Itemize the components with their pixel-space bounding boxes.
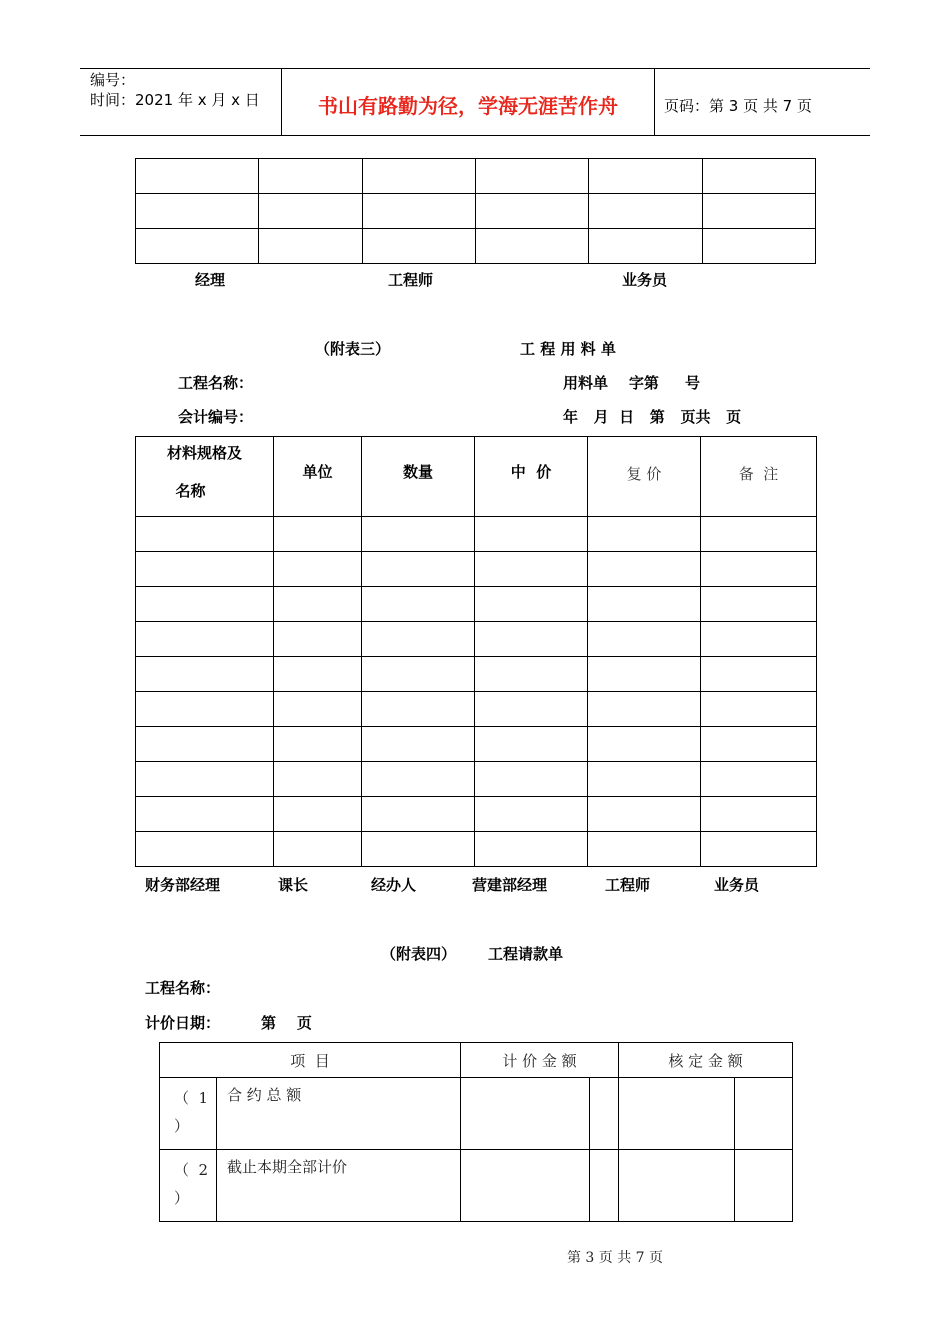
payment-request-table xyxy=(159,1042,793,1222)
footer-page-number: 第 3 页 共 7 页 xyxy=(566,1250,664,1266)
row-number-open: （ 1 xyxy=(174,1089,209,1107)
header-bottom-rule xyxy=(80,135,870,136)
table-row xyxy=(136,194,816,229)
signature-salesperson: 业务员 xyxy=(714,876,760,894)
header-divider-right xyxy=(654,68,655,136)
column-header-approved-amount: 核 定 金 额 xyxy=(619,1043,793,1078)
appendix4-title: 工程请款单 xyxy=(488,945,564,963)
column-header-material-line2: 名称 xyxy=(175,482,206,500)
signature-engineer: 工程师 xyxy=(605,876,651,894)
appendix4-label: （附表四） xyxy=(381,945,457,963)
column-header-material-line1: 材料规格及 xyxy=(166,444,242,462)
row-number xyxy=(160,1078,217,1150)
table-row xyxy=(136,622,817,657)
column-header-material xyxy=(136,437,274,517)
header-top-rule xyxy=(80,68,870,69)
appendix4-date-label: 计价日期： xyxy=(145,1014,221,1032)
continuation-table xyxy=(135,158,816,264)
column-header-remarks: 备 注 xyxy=(701,437,817,517)
appendix4-project-name-label: 工程名称： xyxy=(145,979,221,997)
signature-manager: 经理 xyxy=(195,271,226,289)
table-row xyxy=(136,517,817,552)
row-number-close: ） xyxy=(174,1189,190,1207)
signature-construction-manager: 营建部经理 xyxy=(472,876,548,894)
column-header-valuation-amount: 计 价 金 额 xyxy=(461,1043,619,1078)
table-row xyxy=(160,1078,793,1150)
column-header-unit-price: 中 价 xyxy=(475,437,588,517)
row-number xyxy=(160,1150,217,1222)
row-number-close: ） xyxy=(174,1117,190,1135)
appendix3-project-name-label: 工程名称： xyxy=(178,374,254,392)
table-row xyxy=(160,1150,793,1222)
appendix3-account-no-label: 会计编号： xyxy=(178,408,254,426)
appendix3-label: （附表三） xyxy=(315,340,391,358)
appendix3-date-label: 年 月 日 第 页共 页 xyxy=(563,408,742,426)
header-page-info: 页码：第 3 页 共 7 页 xyxy=(664,97,812,115)
appendix3-title: 工 程 用 料 单 xyxy=(520,340,616,358)
table-row xyxy=(136,692,817,727)
signature-handler: 经办人 xyxy=(371,876,417,894)
table-header-row xyxy=(160,1043,793,1078)
material-requisition-table xyxy=(135,436,817,867)
table-header-row xyxy=(136,437,817,517)
table-row xyxy=(136,159,816,194)
column-header-unit: 单位 xyxy=(274,437,362,517)
signature-finance-manager: 财务部经理 xyxy=(145,876,221,894)
column-header-total-price: 复 价 xyxy=(588,437,701,517)
table-row xyxy=(136,832,817,867)
signature-engineer: 工程师 xyxy=(388,271,434,289)
table-row xyxy=(136,552,817,587)
table-row xyxy=(136,727,817,762)
row-number-open: （ 2 xyxy=(174,1161,209,1179)
table-row xyxy=(136,657,817,692)
appendix4-page-label: 第 页 xyxy=(261,1014,312,1032)
table-row xyxy=(136,229,816,264)
table-row xyxy=(136,797,817,832)
table-row xyxy=(136,587,817,622)
row-item: 截止本期全部计价 xyxy=(217,1150,461,1222)
row-item: 合 约 总 额 xyxy=(217,1078,461,1150)
column-header-quantity: 数量 xyxy=(362,437,475,517)
header-motto: 书山有路勤为径，学海无涯苦作舟 xyxy=(318,94,618,118)
signature-section-chief: 课长 xyxy=(278,876,309,894)
appendix3-doc-no-label: 用料单 字第 号 xyxy=(563,374,701,392)
signature-salesperson: 业务员 xyxy=(622,271,668,289)
table-row xyxy=(136,762,817,797)
header-time-label: 时间：2021 年 x 月 x 日 xyxy=(90,91,260,109)
header-number-label: 编号： xyxy=(90,71,136,89)
column-header-item: 项 目 xyxy=(160,1043,461,1078)
